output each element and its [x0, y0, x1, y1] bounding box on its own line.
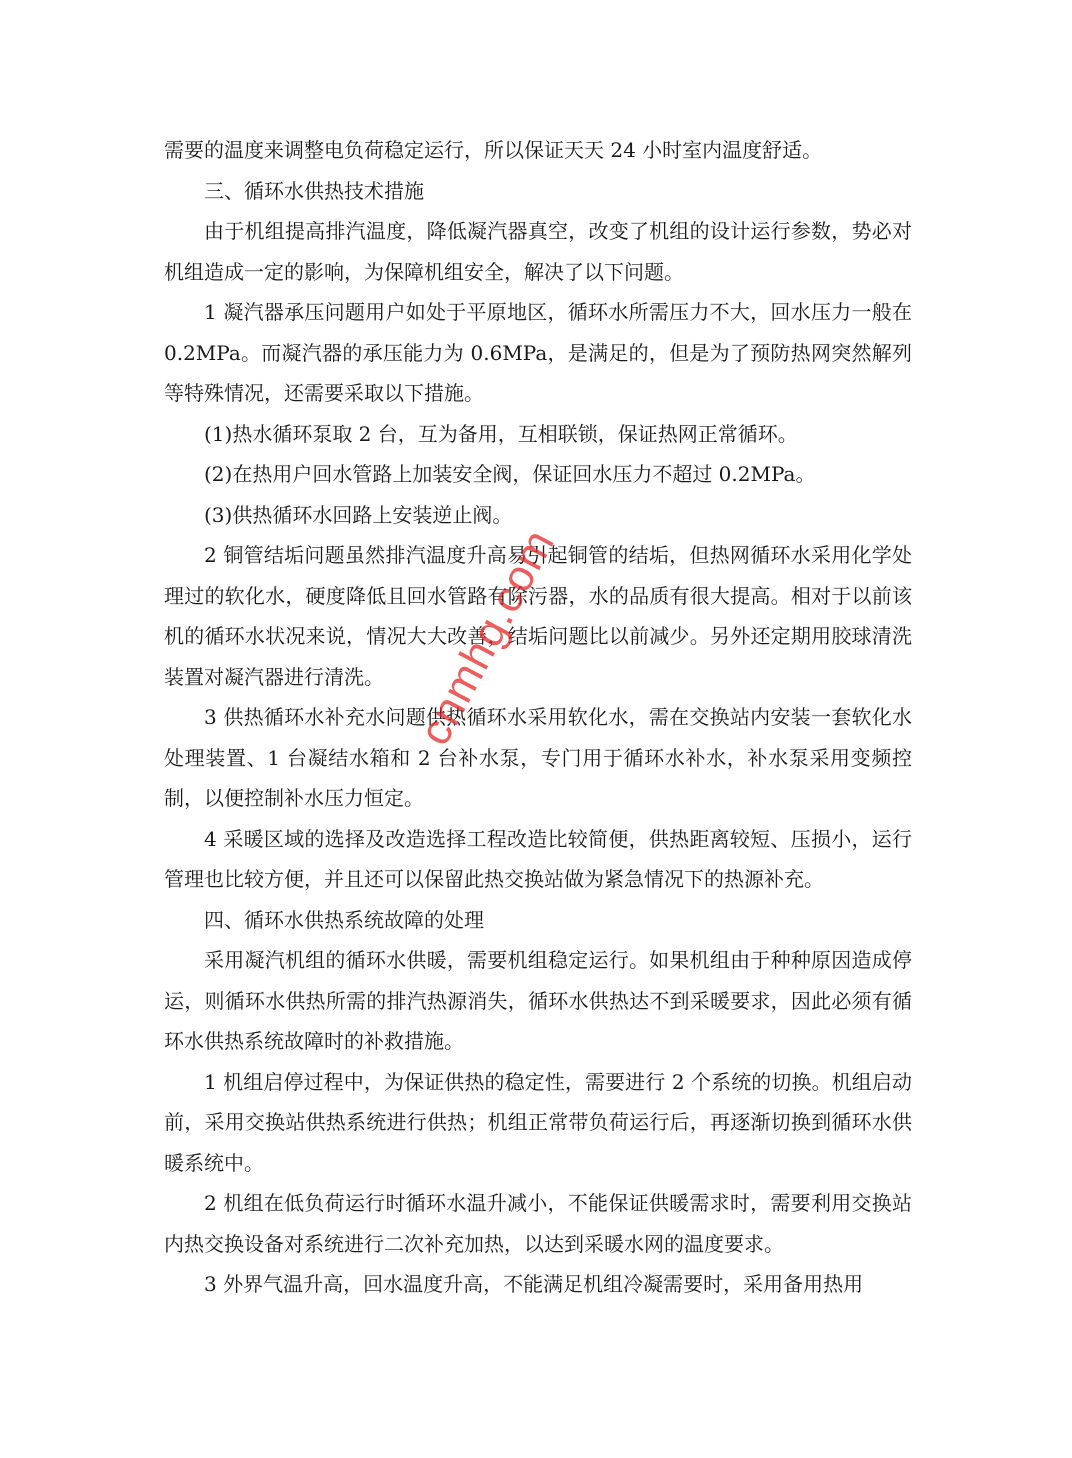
section-heading-3: 三、循环水供热技术措施	[204, 178, 424, 203]
section-heading-4: 四、循环水供热系统故障的处理	[204, 907, 484, 932]
list-item-2: (2)在热用户回水管路上加装安全阀，保证回水压力不超过 0.2MPa。	[204, 462, 816, 486]
list-item-3: (3)供热循环水回路上安装逆止阀。	[204, 502, 513, 527]
paragraph-15: 3 外界气温升高，回水温度升高，不能满足机组冷凝需要时，采用备用热用	[204, 1272, 864, 1296]
paragraph-3: 由于机组提高排汽温度，降低凝汽器真空，改变了机组的设计运行参数，势必对机组造成一定的影响，为保障机组安全，解决了以下问题。	[164, 219, 912, 284]
paragraph-9: 3 供热循环水补充水问题供热循环水采用软化水，需在交换站内安装一套软化水处理装置、1 台凝结水箱和 2 台补水泵，专门用于循环水补水，补水泵采用变频控制，以便控制补水压力恒定。	[164, 705, 912, 810]
paragraph-4: 1 凝汽器承压问题用户如处于平原地区，循环水所需压力不大，回水压力一般在 0.2MPa。而凝汽器的承压能力为 0.6MPa，是满足的，但是为了预防热网突然解列等特殊情况，还需要采取以下措施。	[164, 300, 912, 405]
list-item-1: (1)热水循环泵取 2 台，互为备用，互相联锁，保证热网正常循环。	[204, 421, 798, 446]
paragraph-8: 2 铜管结垢问题虽然排汽温度升高易引起铜管的结垢，但热网循环水采用化学处理过的软化水，硬度降低且回水管路有除污器，水的品质有很大提高。相对于以前该机的循环水状况来说，情况大大改善，结垢问题比以前减少。另外还定期用胶球清洗装置对凝汽器进行清洗。	[164, 543, 912, 689]
paragraph-12: 采用凝汽机组的循环水供暖，需要机组稳定运行。如果机组由于种种原因造成停运，则循环水供热所需的排汽热源消失，循环水供热达不到采暖要求，因此必须有循环水供热系统故障时的补救措施。	[164, 948, 912, 1053]
paragraph-10: 4 采暖区域的选择及改造选择工程改造比较简便，供热距离较短、压损小，运行管理也比较方便，并且还可以保留此热交换站做为紧急情况下的热源补充。	[164, 826, 912, 891]
paragraph-1: 需要的温度来调整电负荷稳定运行，所以保证天天 24 小时室内温度舒适。	[164, 138, 823, 162]
document-body	[164, 130, 912, 1305]
paragraph-13: 1 机组启停过程中，为保证供热的稳定性，需要进行 2 个系统的切换。机组启动前，采用交换站供热系统进行供热；机组正常带负荷运行后，再逐渐切换到循环水供暖系统中。	[164, 1069, 912, 1175]
watermark: cnmhg.com	[410, 521, 565, 754]
paragraph-14: 2 机组在低负荷运行时循环水温升减小，不能保证供暖需求时，需要利用交换站内热交换设备对系统进行二次补充加热，以达到采暖水网的温度要求。	[164, 1191, 912, 1256]
